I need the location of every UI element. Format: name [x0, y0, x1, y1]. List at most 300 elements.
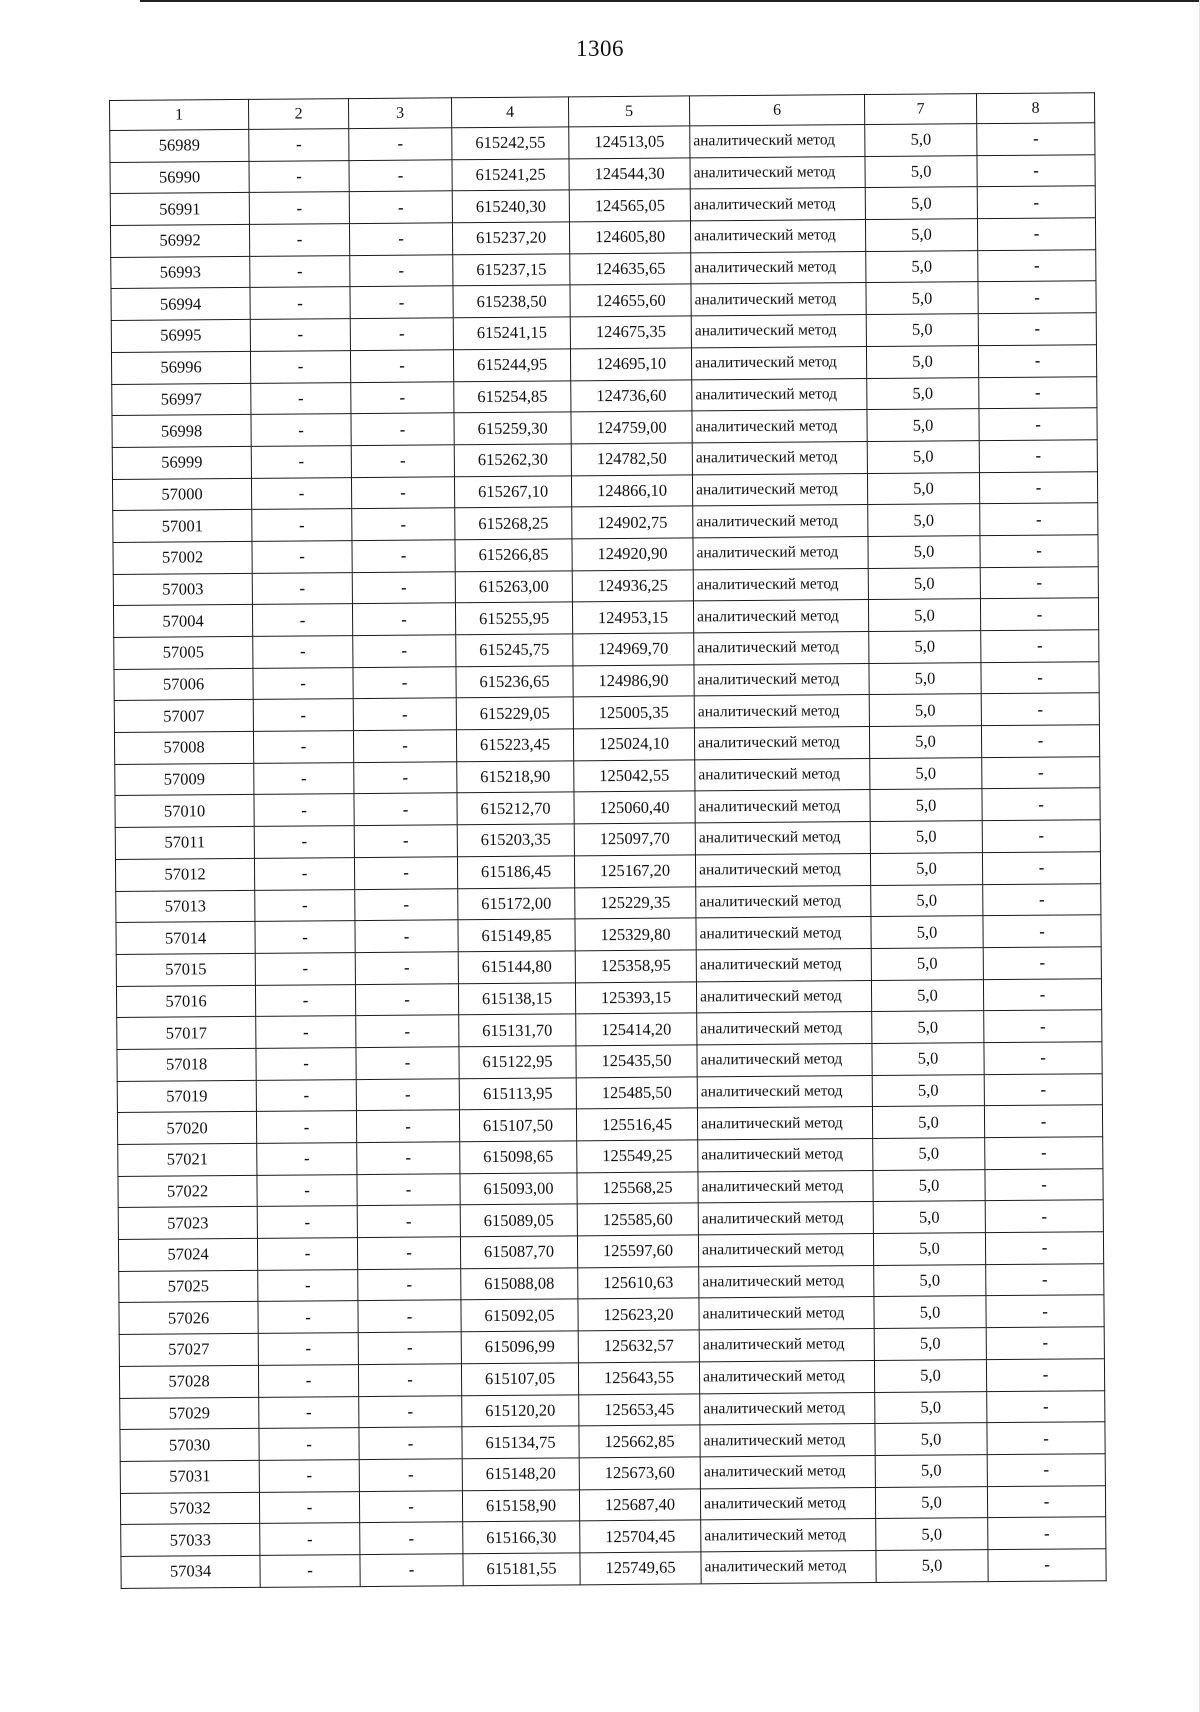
method-cell: аналитический метод [701, 1550, 876, 1583]
column-header: 1 [110, 99, 249, 130]
point-number-cell: 57012 [115, 858, 254, 891]
accuracy-cell: 5,0 [876, 1550, 988, 1583]
x-coordinate-cell: 615262,30 [454, 444, 571, 477]
col3-cell: - [355, 952, 458, 984]
x-coordinate-cell: 615241,25 [452, 159, 569, 192]
col2-cell: - [258, 1364, 358, 1396]
x-coordinate-cell: 615240,30 [452, 190, 569, 223]
col8-cell: - [983, 915, 1101, 948]
col3-cell: - [356, 1110, 459, 1142]
x-coordinate-cell: 615242,55 [452, 127, 569, 160]
y-coordinate-cell: 125568,25 [577, 1172, 698, 1205]
y-coordinate-cell: 125393,15 [575, 981, 696, 1014]
point-number-cell: 57025 [119, 1270, 258, 1303]
accuracy-cell: 5,0 [873, 1201, 985, 1234]
col3-cell: - [352, 571, 455, 603]
y-coordinate-cell: 125687,40 [579, 1488, 700, 1521]
col2-cell: - [254, 826, 354, 858]
method-cell: аналитический метод [699, 1297, 874, 1330]
col3-cell: - [353, 666, 456, 698]
x-coordinate-cell: 615229,05 [456, 697, 573, 730]
col8-cell: - [982, 820, 1100, 853]
x-coordinate-cell: 615172,00 [458, 887, 575, 920]
col8-cell: - [987, 1390, 1105, 1423]
x-coordinate-cell: 615087,70 [460, 1236, 577, 1269]
method-cell: аналитический метод [697, 1075, 872, 1108]
point-number-cell: 57014 [116, 922, 255, 955]
method-cell: аналитический метод [700, 1455, 875, 1488]
accuracy-cell: 5,0 [871, 948, 983, 981]
method-cell: аналитический метод [690, 188, 865, 221]
y-coordinate-cell: 125167,20 [574, 855, 695, 888]
accuracy-cell: 5,0 [868, 504, 980, 537]
y-coordinate-cell: 125662,85 [579, 1425, 700, 1458]
accuracy-cell: 5,0 [875, 1423, 987, 1456]
x-coordinate-cell: 615166,30 [463, 1521, 580, 1554]
x-coordinate-cell: 615134,75 [462, 1426, 579, 1459]
accuracy-cell: 5,0 [874, 1359, 986, 1392]
col2-cell: - [252, 604, 352, 636]
point-number-cell: 57020 [117, 1112, 256, 1145]
col3-cell: - [355, 983, 458, 1015]
col3-cell: - [360, 1554, 463, 1586]
method-cell: аналитический метод [696, 980, 871, 1013]
y-coordinate-cell: 125653,45 [579, 1393, 700, 1426]
col3-cell: - [356, 1078, 459, 1110]
y-coordinate-cell: 124513,05 [569, 126, 690, 159]
x-coordinate-cell: 615236,65 [456, 666, 573, 699]
col3-cell: - [360, 1522, 463, 1554]
col8-cell: - [981, 693, 1099, 726]
col2-cell: - [259, 1396, 359, 1428]
accuracy-cell: 5,0 [867, 472, 979, 505]
col3-cell: - [358, 1269, 461, 1301]
y-coordinate-cell: 125704,45 [580, 1520, 701, 1553]
col3-cell: - [357, 1205, 460, 1237]
x-coordinate-cell: 615218,90 [457, 761, 574, 794]
method-cell: аналитический метод [690, 156, 865, 189]
point-number-cell: 57002 [113, 541, 252, 574]
col2-cell: - [254, 762, 354, 794]
col3-cell: - [358, 1300, 461, 1332]
col3-cell: - [351, 476, 454, 508]
x-coordinate-cell: 615244,95 [453, 349, 570, 382]
accuracy-cell: 5,0 [867, 409, 979, 442]
col3-cell: - [359, 1427, 462, 1459]
y-coordinate-cell: 125632,57 [578, 1330, 699, 1363]
method-cell: аналитический метод [692, 378, 867, 411]
x-coordinate-cell: 615241,15 [453, 317, 570, 350]
point-number-cell: 56991 [110, 193, 249, 226]
accuracy-cell: 5,0 [868, 567, 980, 600]
col2-cell: - [253, 731, 353, 763]
accuracy-cell: 5,0 [869, 694, 981, 727]
point-number-cell: 56995 [111, 320, 250, 353]
method-cell: аналитический метод [691, 251, 866, 284]
method-cell: аналитический метод [693, 536, 868, 569]
col3-cell: - [349, 223, 452, 255]
col3-cell: - [356, 1015, 459, 1047]
col2-cell: - [249, 224, 349, 256]
point-number-cell: 57033 [121, 1524, 260, 1557]
col3-cell: - [349, 159, 452, 191]
col3-cell: - [352, 603, 455, 635]
col2-cell: - [253, 667, 353, 699]
y-coordinate-cell: 124565,05 [569, 189, 690, 222]
accuracy-cell: 5,0 [865, 124, 977, 157]
col8-cell: - [987, 1454, 1105, 1487]
x-coordinate-cell: 615107,05 [461, 1363, 578, 1396]
table-body [110, 123, 1106, 1588]
x-coordinate-cell: 615254,85 [454, 380, 571, 413]
x-coordinate-cell: 615263,00 [455, 571, 572, 604]
col2-cell: - [256, 1016, 356, 1048]
col8-cell: - [984, 1042, 1102, 1075]
y-coordinate-cell: 125329,80 [575, 918, 696, 951]
col2-cell: - [260, 1555, 360, 1587]
point-number-cell: 57010 [115, 795, 254, 828]
x-coordinate-cell: 615268,25 [455, 507, 572, 540]
accuracy-cell: 5,0 [866, 250, 978, 283]
x-coordinate-cell: 615096,99 [461, 1331, 578, 1364]
point-number-cell: 57018 [117, 1048, 256, 1081]
col8-cell: - [981, 630, 1099, 663]
point-number-cell: 57013 [116, 890, 255, 923]
column-header: 8 [976, 93, 1094, 124]
y-coordinate-cell: 124920,90 [572, 538, 693, 571]
method-cell: аналитический метод [695, 822, 870, 855]
col3-cell: - [354, 793, 457, 825]
column-header: 5 [568, 96, 689, 127]
point-number-cell: 56999 [112, 446, 251, 479]
top-border-line [140, 0, 1200, 2]
point-number-cell: 57032 [120, 1492, 259, 1525]
col8-cell: - [983, 947, 1101, 980]
accuracy-cell: 5,0 [872, 1074, 984, 1107]
accuracy-cell: 5,0 [874, 1328, 986, 1361]
col2-cell: - [250, 350, 350, 382]
col8-cell: - [979, 471, 1097, 504]
col2-cell: - [252, 572, 352, 604]
col2-cell: - [250, 287, 350, 319]
col8-cell: - [986, 1327, 1104, 1360]
col2-cell: - [253, 699, 353, 731]
point-number-cell: 57005 [114, 636, 253, 669]
col8-cell: - [984, 1073, 1102, 1106]
accuracy-cell: 5,0 [866, 282, 978, 315]
method-cell: аналитический метод [694, 632, 869, 665]
col8-cell: - [978, 281, 1096, 314]
col3-cell: - [354, 762, 457, 794]
method-cell: аналитический метод [693, 568, 868, 601]
col8-cell: - [980, 535, 1098, 568]
col8-cell: - [986, 1359, 1104, 1392]
accuracy-cell: 5,0 [872, 1011, 984, 1044]
x-coordinate-cell: 615186,45 [457, 856, 574, 889]
method-cell: аналитический метод [699, 1360, 874, 1393]
col3-cell: - [359, 1490, 462, 1522]
col2-cell: - [249, 160, 349, 192]
column-header: 3 [348, 98, 451, 129]
method-cell: аналитический метод [694, 727, 869, 760]
accuracy-cell: 5,0 [874, 1296, 986, 1329]
page-number: 1306 [576, 36, 624, 61]
col8-cell: - [978, 250, 1096, 283]
y-coordinate-cell: 124736,60 [571, 379, 692, 412]
x-coordinate-cell: 615238,50 [453, 285, 570, 318]
y-coordinate-cell: 125097,70 [574, 823, 695, 856]
point-number-cell: 57021 [118, 1143, 257, 1176]
y-coordinate-cell: 124759,00 [571, 411, 692, 444]
method-cell: аналитический метод [699, 1329, 874, 1362]
col8-cell: - [985, 1168, 1103, 1201]
accuracy-cell: 5,0 [865, 219, 977, 252]
point-number-cell: 57017 [117, 1017, 256, 1050]
method-cell: аналитический метод [696, 948, 871, 981]
method-cell: аналитический метод [695, 790, 870, 823]
y-coordinate-cell: 124695,10 [570, 348, 691, 381]
point-number-cell: 56990 [110, 161, 249, 194]
col3-cell: - [353, 635, 456, 667]
col8-cell: - [983, 883, 1101, 916]
x-coordinate-cell: 615113,95 [459, 1077, 576, 1110]
method-cell: аналитический метод [700, 1424, 875, 1457]
col3-cell: - [351, 381, 454, 413]
x-coordinate-cell: 615098,65 [460, 1141, 577, 1174]
x-coordinate-cell: 615093,00 [460, 1173, 577, 1206]
accuracy-cell: 5,0 [869, 662, 981, 695]
method-cell: аналитический метод [693, 600, 868, 633]
y-coordinate-cell: 125414,20 [576, 1013, 697, 1046]
y-coordinate-cell: 125623,20 [578, 1298, 699, 1331]
method-cell: аналитический метод [700, 1392, 875, 1425]
col3-cell: - [353, 698, 456, 730]
method-cell: аналитический метод [690, 125, 865, 158]
col3-cell: - [357, 1173, 460, 1205]
col8-cell: - [985, 1200, 1103, 1233]
point-number-cell: 57009 [115, 763, 254, 796]
col8-cell: - [985, 1232, 1103, 1265]
y-coordinate-cell: 124635,65 [570, 253, 691, 286]
method-cell: аналитический метод [696, 885, 871, 918]
col3-cell: - [357, 1237, 460, 1269]
x-coordinate-cell: 615092,05 [461, 1299, 578, 1332]
accuracy-cell: 5,0 [876, 1518, 988, 1551]
col8-cell: - [987, 1485, 1105, 1518]
col2-cell: - [257, 1143, 357, 1175]
y-coordinate-cell: 125005,35 [573, 696, 694, 729]
y-coordinate-cell: 124986,90 [573, 665, 694, 698]
point-number-cell: 57016 [116, 985, 255, 1018]
accuracy-cell: 5,0 [873, 1233, 985, 1266]
col2-cell: - [249, 192, 349, 224]
column-header: 2 [248, 99, 348, 130]
x-coordinate-cell: 615131,70 [459, 1014, 576, 1047]
point-number-cell: 57003 [113, 573, 252, 606]
x-coordinate-cell: 615158,90 [462, 1489, 579, 1522]
point-number-cell: 57030 [120, 1429, 259, 1462]
col2-cell: - [255, 889, 355, 921]
x-coordinate-cell: 615144,80 [458, 951, 575, 984]
col2-cell: - [254, 794, 354, 826]
x-coordinate-cell: 615107,50 [459, 1109, 576, 1142]
col8-cell: - [978, 345, 1096, 378]
col8-cell: - [988, 1549, 1106, 1582]
method-cell: аналитический метод [694, 695, 869, 728]
accuracy-cell: 5,0 [870, 757, 982, 790]
point-number-cell: 57024 [118, 1238, 257, 1271]
method-cell: аналитический метод [691, 346, 866, 379]
y-coordinate-cell: 125585,60 [577, 1203, 698, 1236]
col2-cell: - [251, 477, 351, 509]
method-cell: аналитический метод [698, 1234, 873, 1267]
y-coordinate-cell: 124605,80 [569, 221, 690, 254]
col2-cell: - [251, 414, 351, 446]
point-number-cell: 57004 [113, 605, 252, 638]
point-number-cell: 57007 [114, 700, 253, 733]
col8-cell: - [988, 1517, 1106, 1550]
col3-cell: - [357, 1142, 460, 1174]
method-cell: аналитический метод [696, 917, 871, 950]
col8-cell: - [982, 852, 1100, 885]
col2-cell: - [257, 1238, 357, 1270]
col2-cell: - [256, 1111, 356, 1143]
col2-cell: - [249, 129, 349, 161]
col2-cell: - [254, 857, 354, 889]
accuracy-cell: 5,0 [870, 789, 982, 822]
accuracy-cell: 5,0 [871, 884, 983, 917]
col8-cell: - [986, 1295, 1104, 1328]
col2-cell: - [257, 1206, 357, 1238]
col2-cell: - [252, 541, 352, 573]
col8-cell: - [981, 725, 1099, 758]
col3-cell: - [359, 1395, 462, 1427]
method-cell: аналитический метод [700, 1487, 875, 1520]
x-coordinate-cell: 615266,85 [455, 539, 572, 572]
point-number-cell: 56998 [112, 415, 251, 448]
col3-cell: - [353, 730, 456, 762]
point-number-cell: 57015 [116, 953, 255, 986]
y-coordinate-cell: 124969,70 [573, 633, 694, 666]
col3-cell: - [350, 318, 453, 350]
point-number-cell: 57019 [117, 1080, 256, 1113]
col2-cell: - [252, 509, 352, 541]
col2-cell: - [255, 984, 355, 1016]
col8-cell: - [981, 661, 1099, 694]
col3-cell: - [351, 445, 454, 477]
accuracy-cell: 5,0 [874, 1264, 986, 1297]
x-coordinate-cell: 615089,05 [460, 1204, 577, 1237]
col8-cell: - [982, 788, 1100, 821]
method-cell: аналитический метод [697, 1107, 872, 1140]
accuracy-cell: 5,0 [867, 441, 979, 474]
col3-cell: - [354, 825, 457, 857]
y-coordinate-cell: 125610,63 [578, 1267, 699, 1300]
x-coordinate-cell: 615181,55 [463, 1553, 580, 1586]
x-coordinate-cell: 615148,20 [462, 1458, 579, 1491]
col2-cell: - [253, 636, 353, 668]
x-coordinate-cell: 615122,95 [459, 1046, 576, 1079]
point-number-cell: 57027 [119, 1333, 258, 1366]
point-number-cell: 56994 [111, 288, 250, 321]
col3-cell: - [350, 286, 453, 318]
accuracy-cell: 5,0 [869, 631, 981, 664]
accuracy-cell: 5,0 [873, 1169, 985, 1202]
col2-cell: - [256, 1048, 356, 1080]
x-coordinate-cell: 615138,15 [458, 982, 575, 1015]
x-coordinate-cell: 615255,95 [455, 602, 572, 635]
col8-cell: - [983, 978, 1101, 1011]
y-coordinate-cell: 125229,35 [575, 886, 696, 919]
col2-cell: - [257, 1174, 357, 1206]
col2-cell: - [259, 1491, 359, 1523]
method-cell: аналитический метод [695, 853, 870, 886]
col2-cell: - [250, 319, 350, 351]
col3-cell: - [349, 128, 452, 160]
column-header: 6 [689, 95, 864, 126]
x-coordinate-cell: 615237,15 [453, 254, 570, 287]
col2-cell: - [255, 921, 355, 953]
col3-cell: - [350, 350, 453, 382]
method-cell: аналитический метод [691, 315, 866, 348]
x-coordinate-cell: 615259,30 [454, 412, 571, 445]
col8-cell: - [984, 1105, 1102, 1138]
y-coordinate-cell: 125749,65 [580, 1552, 701, 1585]
x-coordinate-cell: 615203,35 [457, 824, 574, 857]
accuracy-cell: 5,0 [865, 155, 977, 188]
point-number-cell: 57028 [119, 1365, 258, 1398]
column-header: 7 [864, 94, 976, 125]
y-coordinate-cell: 125435,50 [576, 1045, 697, 1078]
col8-cell: - [977, 218, 1095, 251]
method-cell: аналитический метод [695, 758, 870, 791]
col8-cell: - [977, 123, 1095, 156]
col2-cell: - [259, 1428, 359, 1460]
method-cell: аналитический метод [692, 410, 867, 443]
col3-cell: - [359, 1459, 462, 1491]
method-cell: аналитический метод [690, 220, 865, 253]
method-cell: аналитический метод [691, 283, 866, 316]
point-number-cell: 56989 [110, 129, 249, 162]
accuracy-cell: 5,0 [875, 1455, 987, 1488]
col8-cell: - [978, 313, 1096, 346]
accuracy-cell: 5,0 [873, 1138, 985, 1171]
point-number-cell: 57029 [120, 1397, 259, 1430]
col3-cell: - [351, 413, 454, 445]
x-coordinate-cell: 615245,75 [456, 634, 573, 667]
y-coordinate-cell: 124866,10 [571, 474, 692, 507]
accuracy-cell: 5,0 [866, 314, 978, 347]
x-coordinate-cell: 615237,20 [452, 222, 569, 255]
col3-cell: - [355, 888, 458, 920]
y-coordinate-cell: 125024,10 [573, 728, 694, 761]
accuracy-cell: 5,0 [868, 599, 980, 632]
point-number-cell: 56997 [112, 383, 251, 416]
accuracy-cell: 5,0 [872, 1043, 984, 1076]
col3-cell: - [358, 1364, 461, 1396]
y-coordinate-cell: 124953,15 [572, 601, 693, 634]
method-cell: аналитический метод [701, 1519, 876, 1552]
point-number-cell: 57023 [118, 1207, 257, 1240]
y-coordinate-cell: 124675,35 [570, 316, 691, 349]
y-coordinate-cell: 125516,45 [576, 1108, 697, 1141]
point-number-cell: 57008 [114, 731, 253, 764]
y-coordinate-cell: 125673,60 [579, 1457, 700, 1490]
x-coordinate-cell: 615267,10 [454, 475, 571, 508]
col2-cell: - [251, 445, 351, 477]
col8-cell: - [980, 566, 1098, 599]
col3-cell: - [354, 857, 457, 889]
